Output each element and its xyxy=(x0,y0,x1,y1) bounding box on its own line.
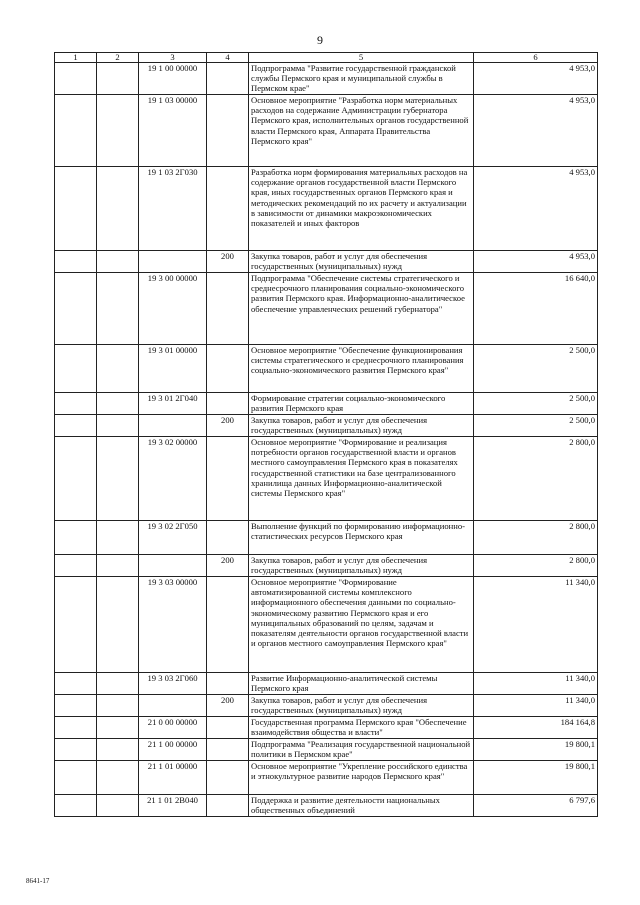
cell-col-2 xyxy=(97,437,139,521)
table-row xyxy=(55,673,598,695)
cell-amount: 4 953,0 xyxy=(474,95,598,167)
cell-target-code: 21 1 00 00000 xyxy=(139,739,207,761)
cell-col-1 xyxy=(55,63,97,95)
table-row xyxy=(55,795,598,817)
header-row xyxy=(55,53,598,63)
table-row xyxy=(55,717,598,739)
cell-amount: 19 800,1 xyxy=(474,739,598,761)
cell-expense-type: 200 xyxy=(207,415,249,437)
cell-col-1 xyxy=(55,273,97,345)
cell-target-code xyxy=(139,251,207,273)
cell-col-1 xyxy=(55,761,97,795)
header-col-5: 5 xyxy=(249,53,474,63)
cell-description: Подпрограмма "Развитие государственной гражданской службы Пермского края и муниципальной службы в Пермском крае" xyxy=(249,63,474,95)
cell-col-1 xyxy=(55,577,97,673)
cell-col-2 xyxy=(97,761,139,795)
table-row xyxy=(55,273,598,345)
page-number: 9 xyxy=(317,33,323,47)
cell-col-2 xyxy=(97,555,139,577)
cell-expense-type xyxy=(207,345,249,393)
cell-col-2 xyxy=(97,345,139,393)
cell-target-code: 19 1 00 00000 xyxy=(139,63,207,95)
cell-col-1 xyxy=(55,167,97,251)
table-row xyxy=(55,577,598,673)
cell-col-2 xyxy=(97,577,139,673)
cell-col-1 xyxy=(55,393,97,415)
table-row xyxy=(55,437,598,521)
cell-expense-type xyxy=(207,63,249,95)
cell-col-1 xyxy=(55,251,97,273)
cell-description: Разработка норм формирования материальных расходов на содержание органов государственной власти Пермского края, иных государственных органов Пермского края и методических рекомендаций по их расчету и актуализации в зависимости от динамики макроэкономических показателей и иных факторов xyxy=(249,167,474,251)
cell-expense-type xyxy=(207,717,249,739)
cell-col-1 xyxy=(55,95,97,167)
cell-description: Закупка товаров, работ и услуг для обеспечения государственных (муниципальных) нужд xyxy=(249,555,474,577)
cell-amount: 6 797,6 xyxy=(474,795,598,817)
cell-target-code: 19 3 03 00000 xyxy=(139,577,207,673)
header-col-2: 2 xyxy=(97,53,139,63)
cell-expense-type xyxy=(207,577,249,673)
cell-description: Поддержка и развитие деятельности национальных общественных объединений xyxy=(249,795,474,817)
cell-expense-type xyxy=(207,521,249,555)
cell-amount: 2 500,0 xyxy=(474,345,598,393)
cell-target-code: 19 3 03 2Г060 xyxy=(139,673,207,695)
cell-target-code: 19 3 02 2Г050 xyxy=(139,521,207,555)
cell-col-1 xyxy=(55,437,97,521)
cell-expense-type xyxy=(207,393,249,415)
cell-amount: 19 800,1 xyxy=(474,761,598,795)
cell-target-code xyxy=(139,695,207,717)
cell-expense-type xyxy=(207,761,249,795)
cell-amount: 2 800,0 xyxy=(474,555,598,577)
cell-col-2 xyxy=(97,673,139,695)
cell-amount: 2 500,0 xyxy=(474,415,598,437)
cell-expense-type xyxy=(207,167,249,251)
table-row xyxy=(55,345,598,393)
header-col-4: 4 xyxy=(207,53,249,63)
cell-col-1 xyxy=(55,345,97,393)
cell-amount: 184 164,8 xyxy=(474,717,598,739)
cell-expense-type xyxy=(207,673,249,695)
cell-description: Выполнение функций по формированию информационно-статистических ресурсов Пермского края xyxy=(249,521,474,555)
cell-col-2 xyxy=(97,521,139,555)
cell-amount: 2 800,0 xyxy=(474,437,598,521)
cell-amount: 4 953,0 xyxy=(474,251,598,273)
footer-code: 8641-17 xyxy=(26,877,50,885)
cell-col-1 xyxy=(55,521,97,555)
table-row xyxy=(55,739,598,761)
cell-expense-type xyxy=(207,437,249,521)
cell-col-2 xyxy=(97,393,139,415)
header-col-6: 6 xyxy=(474,53,598,63)
header-col-3: 3 xyxy=(139,53,207,63)
cell-col-2 xyxy=(97,695,139,717)
cell-col-1 xyxy=(55,695,97,717)
cell-target-code: 19 3 02 00000 xyxy=(139,437,207,521)
cell-col-1 xyxy=(55,717,97,739)
cell-description: Закупка товаров, работ и услуг для обеспечения государственных (муниципальных) нужд xyxy=(249,415,474,437)
cell-target-code: 19 1 03 2Г030 xyxy=(139,167,207,251)
cell-expense-type: 200 xyxy=(207,555,249,577)
cell-amount: 4 953,0 xyxy=(474,63,598,95)
cell-target-code: 21 1 01 2В040 xyxy=(139,795,207,817)
cell-description: Закупка товаров, работ и услуг для обеспечения государственных (муниципальных) нужд xyxy=(249,695,474,717)
cell-description: Основное мероприятие "Формирование и реализация потребности органов государственной власти и органов местного самоуправления Пермского края в показателях государственной статистики на базе централизованного хранилища данных Информационно-аналитической системы Пермского края" xyxy=(249,437,474,521)
cell-target-code: 19 3 00 00000 xyxy=(139,273,207,345)
table-row xyxy=(55,95,598,167)
cell-target-code xyxy=(139,555,207,577)
cell-description: Развитие Информационно-аналитической системы Пермского края xyxy=(249,673,474,695)
cell-description: Основное мероприятие "Формирование автоматизированной системы комплексного информационного обеспечения данными по социально-экономическому развитию Пермского края и его муниципальных образований по целям, задачам и показателям деятельности органов государственной власти и органов местного самоуправления Пермского края" xyxy=(249,577,474,673)
header-col-1: 1 xyxy=(55,53,97,63)
cell-description: Подпрограмма "Обеспечение системы стратегического и среднесрочного планирования социально-экономического развития Пермского края. Информационно-аналитическое обеспечение управленческих решений губернатора" xyxy=(249,273,474,345)
cell-expense-type: 200 xyxy=(207,695,249,717)
table-row xyxy=(55,393,598,415)
cell-description: Основное мероприятие "Укрепление российского единства и этнокультурное развитие народов Пермского края" xyxy=(249,761,474,795)
cell-expense-type xyxy=(207,795,249,817)
table-row xyxy=(55,167,598,251)
cell-target-code: 19 1 03 00000 xyxy=(139,95,207,167)
cell-description: Закупка товаров, работ и услуг для обеспечения государственных (муниципальных) нужд xyxy=(249,251,474,273)
table-row xyxy=(55,521,598,555)
cell-description: Основное мероприятие "Обеспечение функционирования системы стратегического и среднесрочного планирования социально-экономического развития Пермского края" xyxy=(249,345,474,393)
cell-col-2 xyxy=(97,415,139,437)
cell-expense-type xyxy=(207,273,249,345)
cell-description: Подпрограмма "Реализация государственной национальной политики в Пермском крае" xyxy=(249,739,474,761)
cell-amount: 11 340,0 xyxy=(474,577,598,673)
table-row xyxy=(55,415,598,437)
cell-description: Основное мероприятие "Разработка норм материальных расходов на содержание Администрации губернатора Пермского края, исполнительных органов государственной власти Пермского края, Аппарата Правительства Пермского края" xyxy=(249,95,474,167)
cell-description: Государственная программа Пермского края "Обеспечение взаимодействия общества и власти" xyxy=(249,717,474,739)
cell-col-2 xyxy=(97,95,139,167)
cell-col-2 xyxy=(97,63,139,95)
budget-table xyxy=(54,52,598,817)
cell-col-2 xyxy=(97,167,139,251)
cell-amount: 11 340,0 xyxy=(474,695,598,717)
table-row xyxy=(55,761,598,795)
cell-amount: 11 340,0 xyxy=(474,673,598,695)
table-row xyxy=(55,695,598,717)
table-body xyxy=(55,63,598,817)
cell-target-code: 21 1 01 00000 xyxy=(139,761,207,795)
table-row xyxy=(55,63,598,95)
table-row xyxy=(55,555,598,577)
cell-col-2 xyxy=(97,717,139,739)
cell-amount: 4 953,0 xyxy=(474,167,598,251)
cell-expense-type xyxy=(207,739,249,761)
cell-expense-type: 200 xyxy=(207,251,249,273)
cell-col-1 xyxy=(55,555,97,577)
cell-target-code: 19 3 01 00000 xyxy=(139,345,207,393)
cell-amount: 2 800,0 xyxy=(474,521,598,555)
cell-target-code xyxy=(139,415,207,437)
cell-target-code: 21 0 00 00000 xyxy=(139,717,207,739)
cell-col-2 xyxy=(97,795,139,817)
cell-col-1 xyxy=(55,795,97,817)
cell-amount: 2 500,0 xyxy=(474,393,598,415)
cell-expense-type xyxy=(207,95,249,167)
cell-amount: 16 640,0 xyxy=(474,273,598,345)
cell-col-2 xyxy=(97,739,139,761)
cell-col-1 xyxy=(55,673,97,695)
cell-col-2 xyxy=(97,251,139,273)
cell-description: Формирование стратегии социально-экономического развития Пермского края xyxy=(249,393,474,415)
table-row xyxy=(55,251,598,273)
cell-col-1 xyxy=(55,415,97,437)
cell-target-code: 19 3 01 2Г040 xyxy=(139,393,207,415)
cell-col-1 xyxy=(55,739,97,761)
cell-col-2 xyxy=(97,273,139,345)
